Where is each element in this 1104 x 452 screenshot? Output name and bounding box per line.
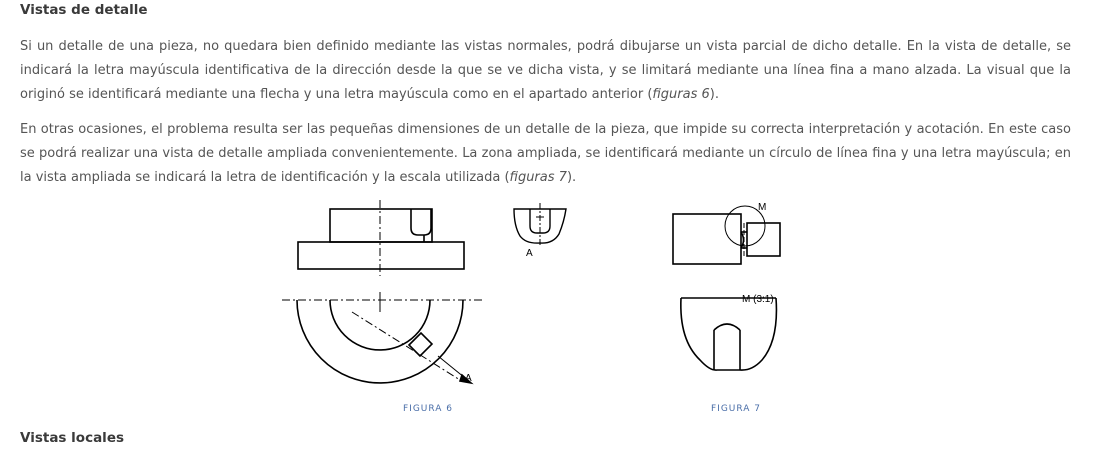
figure-reference: figuras 7	[509, 170, 567, 185]
figure6-arrow-label: A	[465, 373, 472, 384]
section-title-vistas-locales: Vistas locales	[20, 430, 125, 446]
figure7-circle-label: M	[758, 202, 767, 213]
paragraph-text: En otras ocasiones, el problema resulta ser las pequeñas dimensiones de un detalle de la pieza, que impide su correcta interpretación y acotación. En este caso se podrá realizar una vista de detalle ampliada convenientemente. La zona ampliada, se identificará mediante un círculo de línea fina y una letra mayúscula; en la vista ampliada se indicará la letra de identificación y la escala utilizada (	[20, 122, 1071, 185]
figure7-caption: FIGURA 7	[711, 404, 762, 414]
figure-reference: figuras 6	[652, 87, 710, 102]
section-title-vistas-de-detalle: Vistas de detalle	[20, 2, 148, 18]
figure7-detail-label: M (3:1)	[742, 294, 774, 305]
figure6-caption: FIGURA 6	[403, 404, 454, 414]
figure6-view-label: A	[526, 248, 533, 259]
paragraph-tail: ).	[709, 87, 720, 102]
figure6-front-view	[298, 200, 464, 276]
figure7-side-view	[673, 206, 780, 264]
paragraph-tail: ).	[566, 170, 577, 185]
figure6-top-view	[282, 292, 482, 383]
paragraph-text: Si un detalle de una pieza, no quedara bien definido mediante las vistas normales, podrá dibujarse un vista parcial de dicho detalle. En la vista de detalle, se indicará la letra mayúscula identificativa de la dirección desde la que se ve dicha vista, y se limitará mediante una línea fina a mano alzada. La visual que la originó se identificará mediante una flecha y una letra mayúscula como en el apartado anterior (	[20, 39, 1071, 102]
figure7-enlarged-detail	[681, 298, 777, 370]
figure6-partial-view	[514, 203, 566, 246]
